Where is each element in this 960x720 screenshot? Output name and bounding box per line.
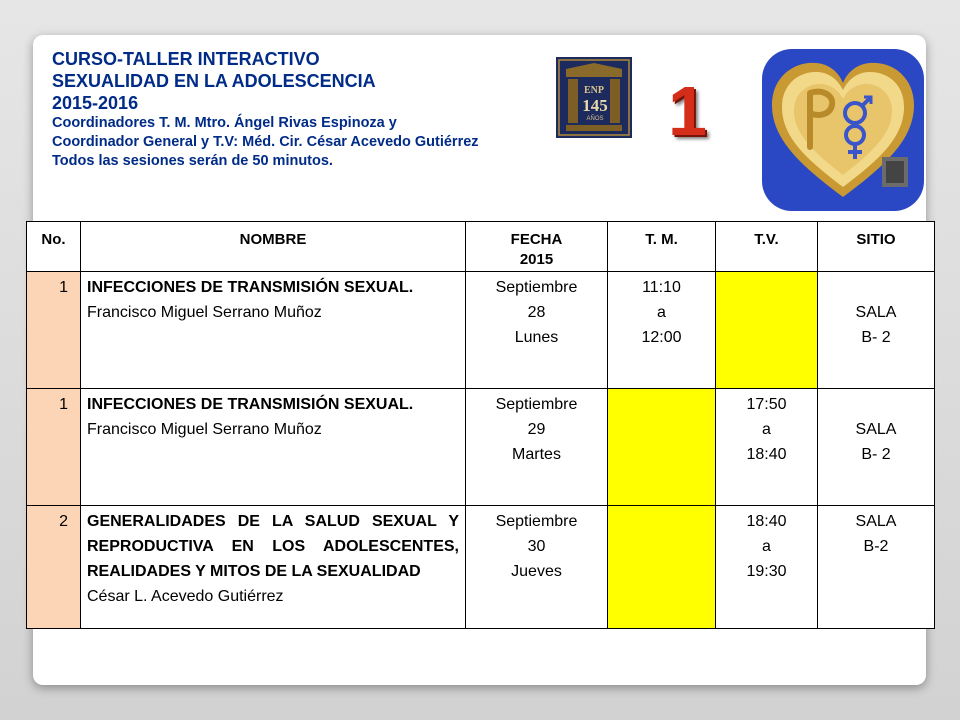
tv-end: 18:40	[746, 446, 787, 463]
schedule-table	[26, 221, 935, 629]
svg-text:AÑOS: AÑOS	[586, 116, 604, 122]
tv-separator: a	[762, 421, 771, 438]
table-row	[27, 506, 935, 629]
sitio-line-1: SALA	[855, 421, 897, 438]
sitio-line-1: SALA	[855, 304, 897, 321]
sitio-line-2: B- 2	[861, 446, 891, 463]
enp-145-years-crest-icon	[556, 57, 632, 138]
course-subtitle: SEXUALIDAD EN LA ADOLESCENCIA	[52, 71, 376, 91]
table-row	[27, 272, 935, 389]
sitio-line-1: SALA	[855, 513, 897, 530]
fecha-month: Septiembre	[495, 279, 578, 296]
tv-separator: a	[762, 538, 771, 555]
course-title: CURSO-TALLER INTERACTIVO	[52, 49, 320, 69]
header-fecha-line-2: 2015	[519, 251, 554, 268]
tm-separator: a	[657, 304, 666, 321]
row-sitio	[818, 506, 935, 629]
svg-text:ENP: ENP	[584, 85, 604, 96]
session-topic: INFECCIONES DE TRANSMISIÓN SEXUAL.	[87, 396, 414, 413]
svg-text:145: 145	[582, 96, 608, 115]
row-tm	[608, 272, 716, 389]
row-fecha	[466, 272, 608, 389]
session-topic: GENERALIDADES DE LA SALUD SEXUAL Y REPRODUCTIVA EN LOS ADOLESCENTES, REALIDADES Y MITOS DE LA SEXUALIDAD	[87, 513, 459, 580]
row-number: 1	[27, 272, 81, 389]
fecha-weekday: Lunes	[514, 329, 559, 346]
sitio-line-2: B-2	[863, 538, 889, 555]
fecha-month: Septiembre	[495, 513, 578, 530]
header-tv: T.V.	[716, 222, 818, 272]
presenter-name: César L. Acevedo Gutiérrez	[87, 588, 284, 605]
row-nombre	[81, 272, 466, 389]
header-nombre: NOMBRE	[81, 222, 466, 272]
fecha-weekday: Martes	[512, 446, 561, 463]
title-block	[52, 48, 479, 171]
table-header-row	[27, 222, 935, 272]
row-tm-empty	[608, 506, 716, 629]
session-topic: INFECCIONES DE TRANSMISIÓN SEXUAL.	[87, 279, 414, 296]
row-sitio	[818, 389, 935, 506]
tv-end: 19:30	[746, 563, 787, 580]
header-tm: T. M.	[608, 222, 716, 272]
course-years: 2015-2016	[52, 93, 139, 113]
row-nombre	[81, 506, 466, 629]
row-tv-empty	[716, 272, 818, 389]
fecha-day: 29	[527, 421, 546, 438]
fecha-day: 30	[527, 538, 546, 555]
fecha-month: Septiembre	[495, 396, 578, 413]
row-sitio	[818, 272, 935, 389]
tv-start: 18:40	[746, 513, 787, 530]
coordinators-line-2: Coordinador General y T.V: Méd. Cir. César Acevedo Gutiérrez	[52, 134, 479, 150]
header-no: No.	[27, 222, 81, 272]
fecha-weekday: Jueves	[511, 563, 562, 580]
header-sitio: SITIO	[818, 222, 935, 272]
tm-end: 12:00	[641, 329, 682, 346]
header-fecha	[466, 222, 608, 272]
heart-gender-symbols-logo	[760, 47, 926, 213]
row-nombre	[81, 389, 466, 506]
table-row	[27, 389, 935, 506]
presenter-name: Francisco Miguel Serrano Muñoz	[87, 421, 322, 438]
session-duration-note: Todos las sesiones serán de 50 minutos.	[52, 153, 333, 169]
slide-number: 1	[668, 72, 707, 150]
row-number: 1	[27, 389, 81, 506]
row-fecha	[466, 506, 608, 629]
coordinators-line-1: Coordinadores T. M. Mtro. Ángel Rivas Espinoza y	[52, 115, 397, 131]
tv-start: 17:50	[746, 396, 787, 413]
fecha-day: 28	[527, 304, 546, 321]
row-fecha	[466, 389, 608, 506]
presenter-name: Francisco Miguel Serrano Muñoz	[87, 304, 322, 321]
row-tm-empty	[608, 389, 716, 506]
tm-start: 11:10	[642, 279, 681, 296]
sitio-line-2: B- 2	[861, 329, 891, 346]
row-tv	[716, 389, 818, 506]
header-fecha-line-1: FECHA	[510, 231, 563, 248]
row-number: 2	[27, 506, 81, 629]
row-tv	[716, 506, 818, 629]
